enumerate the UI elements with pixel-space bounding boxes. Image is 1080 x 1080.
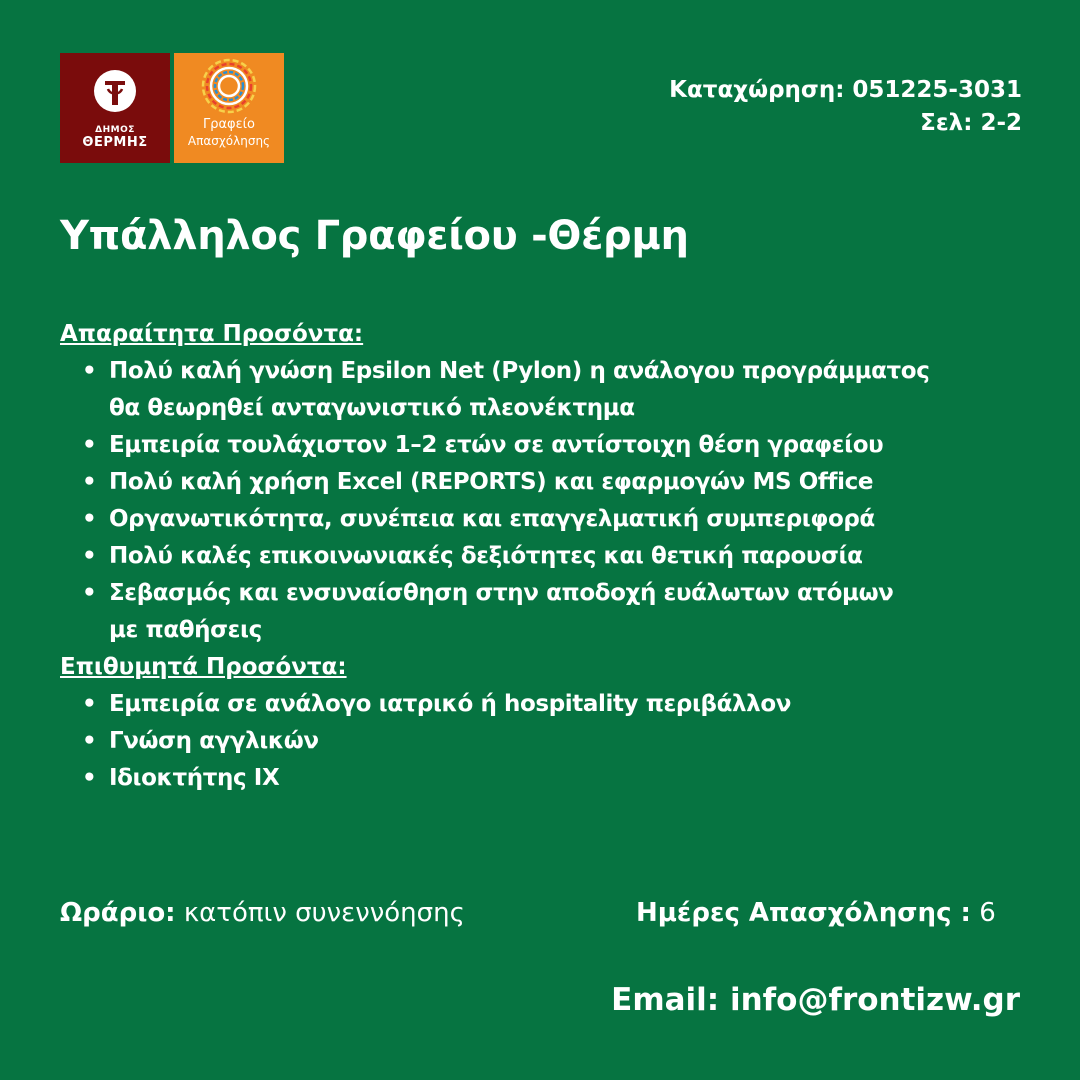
employment-office-logo [174,53,284,163]
contact-email: Email: info@frontizw.gr [611,982,1020,1018]
bullet-icon: • [82,691,97,717]
list-item [60,464,1040,501]
required-qualifications-heading: Απαραίτητα Προσόντα: [60,321,364,347]
bullet-icon: • [82,728,97,754]
qualifications [60,316,1040,797]
page-indicator: Σελ: 2-2 [920,110,1022,136]
work-days-label: Ημέρες Απασχόλησης : [636,898,971,928]
bullet-icon: • [82,506,97,532]
list-item [60,501,1040,538]
list-item [60,686,1040,723]
municipality-logo [60,53,170,163]
list-item-text: Πολύ καλή γνώση Epsilon Net (Pylon) η ανάλογου προγράμματος [109,358,930,384]
list-item [60,760,1040,797]
desired-qualifications-heading: Επιθυμητά Προσόντα: [60,654,347,680]
bullet-icon: • [82,469,97,495]
job-title: Υπάλληλος Γραφείου -Θέρμη [60,213,689,259]
list-item [60,538,1040,575]
list-item [60,723,1040,760]
bullet-icon: • [82,543,97,569]
list-item-text: Γνώση αγγλικών [109,728,319,754]
list-item-text: Σεβασμός και ενσυναίσθηση στην αποδοχή ευάλωτων ατόμων [109,580,894,606]
list-item-text: Εμπειρία σε ανάλογο ιατρικό ή hospitality περιβάλλον [109,691,792,717]
registration-info [669,74,1022,140]
bullet-icon: • [82,765,97,791]
registration-id: Καταχώρηση: 051225-3031 [669,77,1022,103]
list-item-text: Πολύ καλή χρήση Excel (REPORTS) και εφαρμογών MS Office [109,469,874,495]
bullet-icon: • [82,580,97,606]
list-item-text: Πολύ καλές επικοινωνιακές δεξιότητες και θετική παρουσία [109,543,863,569]
list-item-text-cont: θα θεωρηθεί ανταγωνιστικό πλεονέκτημα [109,395,635,421]
employment-office-line2: Απασχόλησης [187,134,271,148]
work-days [636,898,996,928]
desired-qualifications-list [60,686,1040,797]
work-days-value: 6 [970,898,996,928]
municipality-logo-small-text: ΔΗΜΟΣ [95,125,135,135]
list-item-text: Εμπειρία τουλάχιστον 1–2 ετών σε αντίστοιχη θέση γραφείου [109,432,884,458]
work-hours-label: Ωράριο: [60,898,176,928]
municipality-emblem-icon [92,63,138,123]
bullet-icon: • [82,432,97,458]
bullet-icon: • [82,358,97,384]
list-item-text: Ιδιοκτήτης ΙΧ [109,765,280,791]
required-qualifications-list [60,353,1040,649]
employment-office-line1: Γραφείο [202,117,256,132]
list-item [60,427,1040,464]
municipality-logo-name: ΘΕΡΜΗΣ [82,135,148,150]
list-item [60,353,1040,427]
work-hours [60,898,465,928]
list-item [60,575,1040,649]
work-hours-value: κατόπιν συνεννόησης [175,898,465,928]
list-item-text: Οργανωτικότητα, συνέπεια και επαγγελματική συμπεριφορά [109,506,875,532]
employment-office-rings-icon [201,58,257,114]
list-item-text-cont: με παθήσεις [109,617,262,643]
